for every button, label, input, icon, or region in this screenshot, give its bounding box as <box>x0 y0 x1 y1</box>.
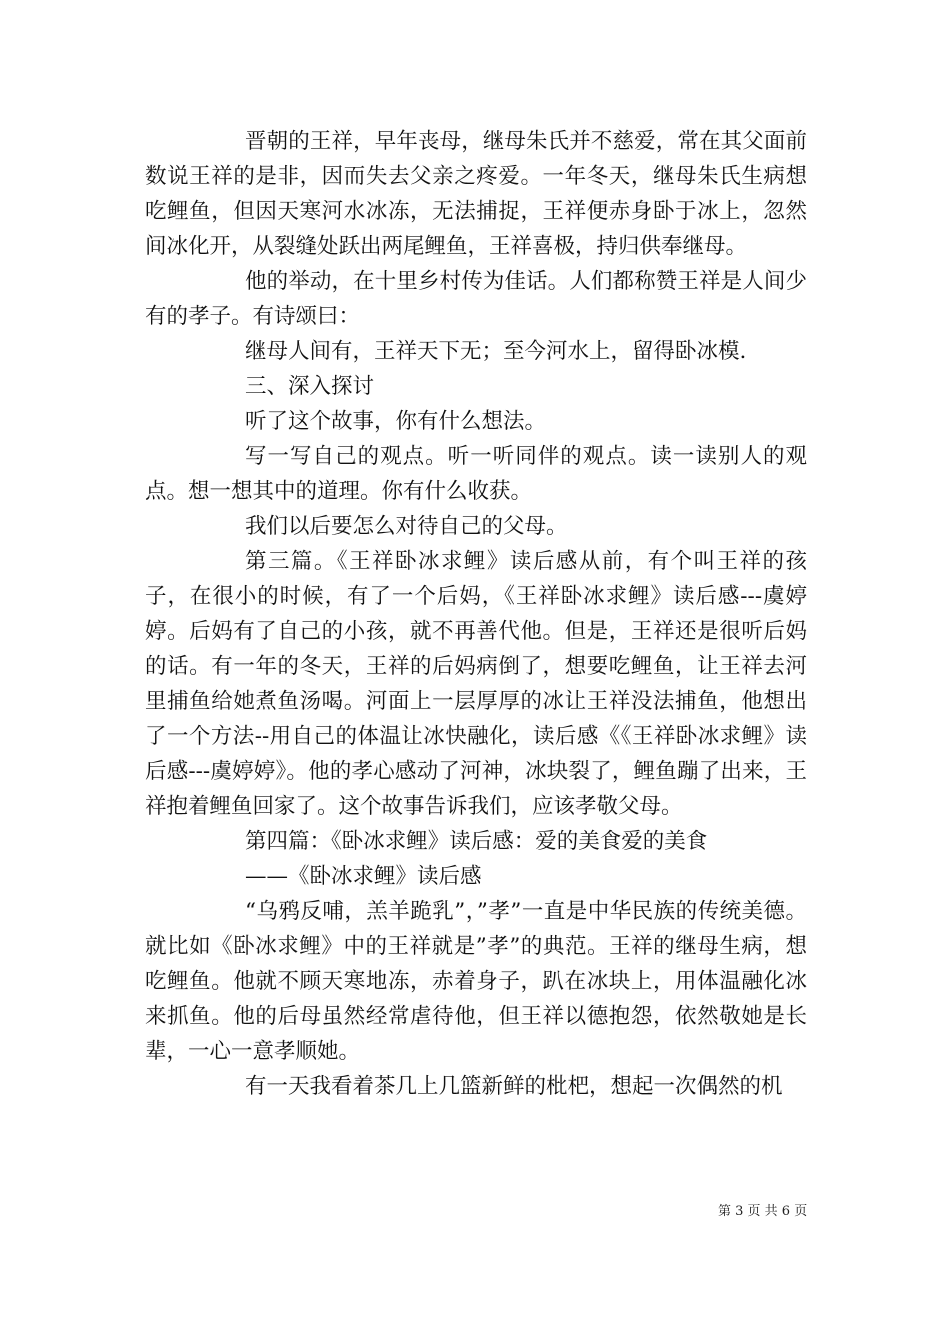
paragraph: 有一天我看着茶几上几篮新鲜的枇杷，想起一次偶然的机 <box>245 1074 783 1099</box>
paragraph: 我们以后要怎么对待自己的父母。 <box>245 514 568 539</box>
paragraph: 他的举动，在十里乡村传为佳话。人们都称赞王祥是人间少有的孝子。有诗颂曰： <box>145 269 807 329</box>
poem-line: 继母人间有，王祥天下无；至今河水上，留得卧冰模. <box>245 339 747 364</box>
paragraph: 第三篇。《王祥卧冰求鲤》读后感从前，有个叫王祥的孩子，在很小的时候，有了一个后妈，《王祥卧冰求鲤》读后感---虞婷婷。后妈有了自己的小孩，就不再善代他。但是，王祥还是很听后妈的话。有一年的冬天，王祥的后妈病倒了，想要吃鲤鱼，让王祥去河里捕鱼给她煮鱼汤喝。河面上一层厚厚的冰让王祥没法捕鱼，他想出了一个方法--用自己的体温让冰快融化，读后感《《王祥卧冰求鲤》读后感---虞婷婷》。他的孝心感动了河神，冰块裂了，鲤鱼蹦了出来，王祥抱着鲤鱼回家了。这个故事告诉我们，应该孝敬父母。 <box>145 549 807 819</box>
page-number-footer: 第 3 页 共 6 页 <box>718 1204 808 1219</box>
paragraph: 晋朝的王祥，早年丧母，继母朱氏并不慈爱，常在其父面前数说王祥的是非，因而失去父亲之疼爱。一年冬天，继母朱氏生病想吃鲤鱼，但因天寒河水冰冻，无法捕捉，王祥便赤身卧于冰上，忽然间冰化开，从裂缝处跃出两尾鲤鱼，王祥喜极，持归供奉继母。 <box>145 129 807 259</box>
section-heading: 三、深入探讨 <box>245 374 375 399</box>
article-title: 第四篇：《卧冰求鲤》读后感：爱的美食爱的美食 <box>245 829 708 854</box>
paragraph: 写一写自己的观点。听一听同伴的观点。读一读别人的观点。想一想其中的道理。你有什么收获。 <box>145 444 807 504</box>
paragraph: “乌鸦反哺，羔羊跪乳”，”孝”一直是中华民族的传统美德。就比如《卧冰求鲤》中的王祥就是”孝”的典范。王祥的继母生病，想吃鲤鱼。他就不顾天寒地冻，赤着身子，趴在冰块上，用体温融化冰来抓鱼。他的后母虽然经常虐待他，但王祥以德抱怨，依然敬她是长辈，一心一意孝顺她。 <box>145 899 807 1064</box>
paragraph: 听了这个故事，你有什么想法。 <box>245 409 547 434</box>
document-body <box>145 124 807 1104</box>
article-subtitle: ——《卧冰求鲤》读后感 <box>245 864 482 889</box>
